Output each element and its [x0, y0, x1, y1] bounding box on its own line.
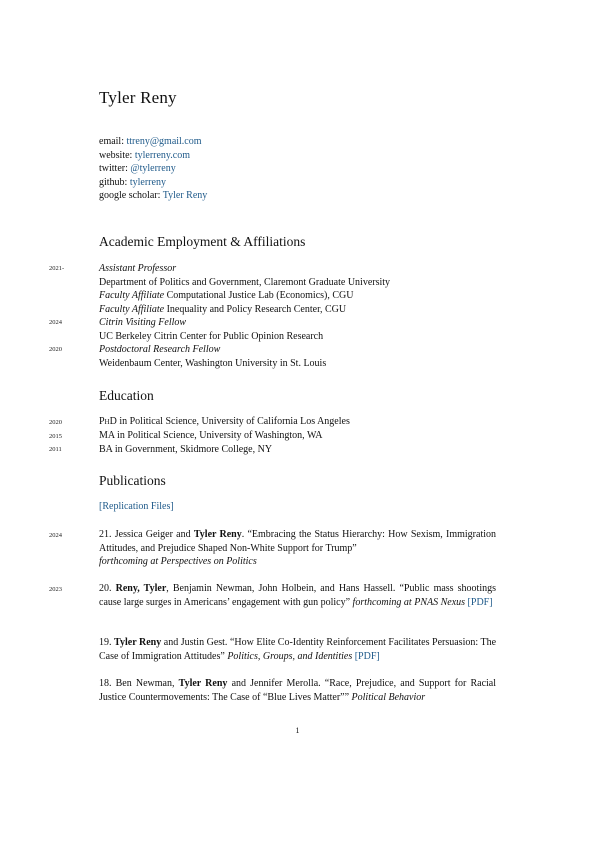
employment-heading: Academic Employment & Affiliations: [99, 234, 306, 249]
employment-org: UC Berkeley Citrin Center for Public Opinion Research: [99, 330, 324, 342]
publication-entry: 21. Jessica Geiger and Tyler Reny. “Embracing the Status Hierarchy: How Sexism, Immigration Attitudes, and Prejudice Shaped Non-White Support for Trump” forthcoming at Perspectives on Politics: [99, 529, 496, 568]
pdf-link[interactable]: [PDF]: [352, 650, 380, 662]
education-heading: Education: [99, 388, 154, 403]
website-link[interactable]: tylerreny.com: [134, 149, 190, 161]
contact-block: [99, 135, 207, 203]
publication-entry: 18. Ben Newman, Tyler Reny and Jennifer Merolla. “Race, Prejudice, and Support for Racial Justice Countermovements: The Case of “Blue Lives Matter”” Political Behavior: [99, 678, 496, 703]
contact-github: github: tylerreny: [99, 176, 166, 188]
publication-date: 2024: [49, 532, 62, 539]
employment-title: Postdoctoral Research Fellow: [99, 344, 221, 355]
education-item: PhD in Political Science, University of California Los Angeles: [99, 416, 350, 427]
publication-date: 2023: [49, 586, 62, 593]
contact-website: website: tylerreny.com: [99, 149, 190, 161]
page-title: Tyler Reny: [99, 88, 177, 107]
education-item: BA in Government, Skidmore College, NY: [99, 443, 273, 455]
education-date: 2015: [49, 433, 62, 440]
page-number: 1: [295, 726, 300, 735]
affiliation-line: Faculty Affiliate Inequality and Policy Research Center, CGU: [99, 303, 347, 315]
employment-org: Department of Politics and Government, Claremont Graduate University: [99, 276, 391, 288]
affiliation-line: Faculty Affiliate Computational Justice Lab (Economics), CGU: [99, 290, 354, 301]
employment-title: Assistant Professor: [99, 263, 177, 274]
publication-entry: 19. Tyler Reny and Justin Gest. “How Elite Co-Identity Reinforcement Facilitates Persuasion: The Case of Immigration Attitudes” Politics, Groups, and Identities [PDF]: [99, 637, 497, 662]
pdf-link[interactable]: [PDF]: [465, 596, 493, 608]
education-date: 2020: [49, 419, 62, 426]
publications-heading: Publications: [99, 473, 166, 488]
twitter-link[interactable]: @tylerreny: [130, 163, 176, 175]
github-link[interactable]: tylerreny: [129, 176, 166, 188]
education-date: 2011: [49, 446, 62, 453]
contact-email: email: ttreny@gmail.com: [99, 136, 202, 147]
email-link[interactable]: ttreny@gmail.com: [126, 136, 202, 147]
contact-twitter: twitter: @tylerreny: [99, 163, 176, 175]
replication-files-link[interactable]: [Replication Files]: [99, 501, 174, 512]
employment-date: 2024: [49, 319, 62, 326]
employment-title: Citrin Visiting Fellow: [99, 317, 187, 328]
publication-entry: 20. Reny, Tyler, Benjamin Newman, John Holbein, and Hans Hassell. “Public mass shootings cause large surges in Americans’ engagement with gun policy” forthcoming at PNAS Nexus [PDF]: [99, 583, 497, 608]
employment-date: 2021-: [49, 265, 65, 272]
scholar-link[interactable]: Tyler Reny: [162, 190, 208, 202]
employment-org: Weidenbaum Center, Washington University in St. Louis: [99, 357, 327, 369]
employment-date: 2020: [49, 346, 62, 353]
contact-scholar: google scholar: Tyler Reny: [99, 190, 208, 202]
education-item: MA in Political Science, University of Washington, WA: [99, 430, 323, 441]
